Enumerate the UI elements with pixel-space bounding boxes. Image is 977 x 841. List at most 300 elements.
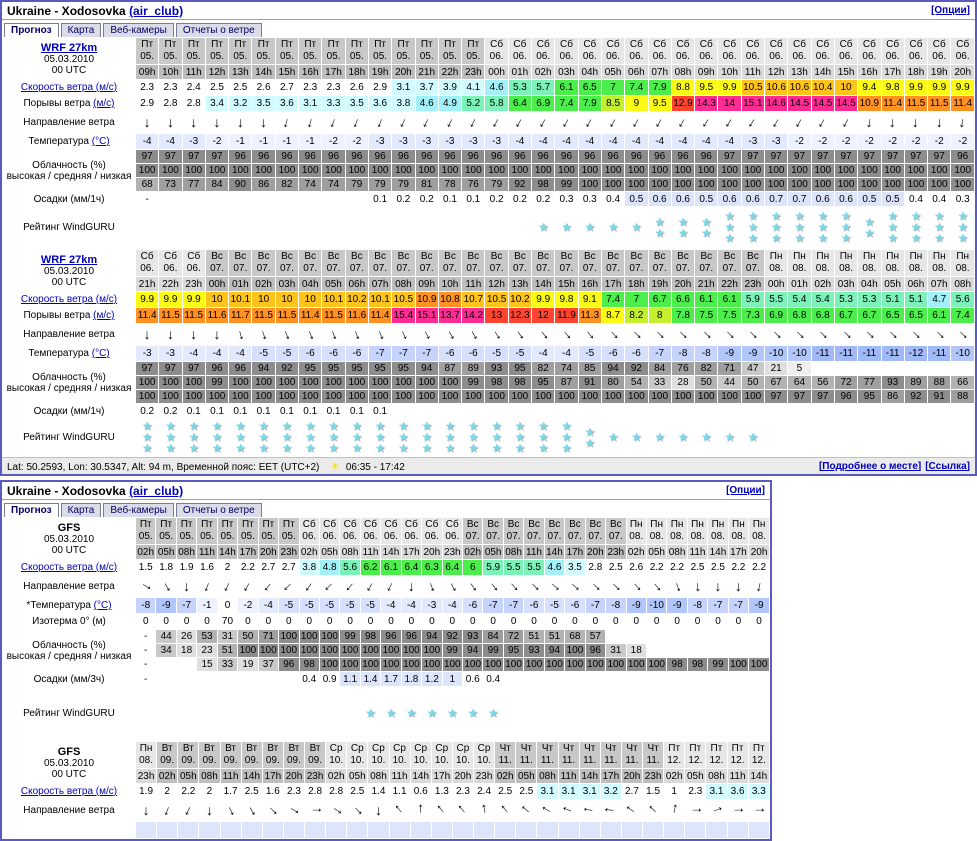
windguru-rating-cell	[322, 419, 344, 456]
wind-gust-cell: 6.9	[765, 308, 787, 323]
wind-gust-cell: 6.1	[928, 308, 950, 323]
cloud-cover-cell: 100	[321, 659, 338, 670]
cloud-cover-cell: 100	[322, 376, 344, 389]
cloud-cover-cell: 95	[504, 644, 523, 657]
hour-header-cell: 06h	[346, 277, 368, 291]
cloud-cover-cell: 96	[276, 150, 298, 163]
wind-speed-cell: 7.9	[649, 80, 671, 95]
row-label-link[interactable]: Скорость ветра (м/с)	[20, 786, 118, 797]
wind-direction-cell	[305, 800, 325, 821]
hour-header-cell: 05h	[517, 770, 535, 782]
forecast-cell	[411, 822, 431, 838]
temperature-cell: -11	[835, 346, 857, 361]
spot-club-link[interactable]: (air_club)	[129, 3, 184, 18]
wind-direction-arrow-icon: ↓	[566, 578, 584, 594]
windguru-rating-cell	[463, 687, 482, 740]
precipitation-cell: 1.4	[361, 672, 380, 686]
wind-speed-cell: 2.8	[326, 784, 346, 799]
temperature-cell: -7	[483, 598, 502, 613]
tab-webcams[interactable]: Веб-камеры	[103, 23, 174, 37]
precipitation-cell: 0.6	[718, 192, 740, 206]
precipitation-cell	[532, 404, 554, 418]
star-icon: ★	[724, 430, 735, 444]
wind-speed-cell: 2.5	[347, 784, 367, 799]
hour-header-cell: 04h	[299, 277, 321, 291]
cloud-cover-cell: 74	[322, 178, 344, 191]
precipitation-cell	[565, 672, 584, 686]
wind-direction-cell	[606, 576, 625, 597]
precipitation-cell: 0.2	[532, 192, 554, 206]
temperature-cell: -9	[156, 598, 175, 613]
star-icon: ★	[817, 220, 829, 234]
day-header-cell: Сб 06.	[742, 38, 764, 64]
cloud-cover-cell: 94	[252, 362, 274, 375]
temperature-cell: -4	[443, 598, 462, 613]
cloud-cover-cell: 99	[443, 644, 462, 657]
temp-row	[3, 598, 769, 613]
hour-header-cell: 15h	[276, 65, 298, 79]
wind-direction-arrow-icon: ↓	[581, 325, 598, 343]
wind-gust-cell: 8.7	[602, 308, 624, 323]
precipitation-cell	[708, 672, 727, 686]
wind-direction-arrow-icon: ↓	[721, 325, 738, 343]
wind-direction-arrow-icon: ↓	[285, 802, 303, 818]
wind-direction-arrow-icon: ↓	[582, 113, 597, 131]
wind-direction-cell	[643, 800, 663, 821]
wind-speed-cell: 2.7	[279, 560, 298, 575]
wind-direction-cell	[664, 800, 684, 821]
hour-header-cell: 20h	[285, 770, 303, 782]
wind-speed-cell: 10.4	[813, 82, 833, 93]
tab-map[interactable]: Карта	[61, 23, 102, 37]
wind-direction-arrow-icon: ↓	[699, 113, 714, 131]
temperature-cell: -12	[905, 346, 927, 361]
windguru-rating-cell	[299, 419, 321, 456]
precipitation-cell	[742, 404, 764, 418]
wind-direction-cell	[695, 324, 717, 345]
cloud-cover-cell: 100	[183, 376, 205, 389]
star-icon: ★	[491, 430, 502, 444]
wind-gust-cell: 9	[625, 96, 647, 111]
hour-header-cell: 11h	[462, 277, 484, 291]
model-run-utc: 00 UTC	[51, 544, 87, 556]
wind-direction-cell	[346, 112, 368, 133]
windguru-rating-cell	[136, 687, 155, 740]
hour-header-cell: 20h	[454, 770, 472, 782]
row-label-link[interactable]: Скорость ветра (м/с)	[20, 562, 118, 573]
row-label-link[interactable]: (°C)	[93, 600, 112, 611]
day-header-cell: Вс 07.	[695, 250, 717, 276]
star-icon: ★	[584, 435, 596, 450]
day-header-cell: Вт 09.	[263, 742, 283, 768]
isotherm-cell: 0	[142, 616, 149, 627]
spot-details-link[interactable]: [Подробнее о месте]	[818, 460, 922, 472]
day-header-cell: Вс 07.	[555, 250, 577, 276]
cloud-cover-cell: 100	[392, 164, 414, 177]
precipitation-cell: 0.1	[229, 404, 251, 418]
tab-forecast[interactable]: Прогноз	[4, 23, 59, 37]
tab-wind-reports[interactable]: Отчеты о ветре	[176, 23, 262, 37]
model-link[interactable]: WRF 27km	[40, 253, 98, 266]
wind-direction-arrow-icon: ↓	[374, 802, 382, 818]
windguru-rating-cell	[695, 419, 717, 456]
windguru-rating-cell	[627, 687, 646, 740]
title-bar	[2, 2, 975, 20]
hour-header-cell: 08h	[668, 546, 686, 558]
wind-direction-arrow-icon: ↓	[350, 325, 363, 343]
forecast-cell	[432, 822, 452, 838]
wind-direction-cell	[183, 324, 205, 345]
wind-direction-arrow-icon: ↓	[722, 113, 737, 131]
precipitation-cell	[951, 404, 974, 418]
star-icon: ★	[631, 430, 642, 444]
wind-direction-cell	[504, 576, 523, 597]
day-header-cell: Пн 08.	[858, 250, 880, 276]
temperature-cell: -11	[812, 346, 834, 361]
wind-speed-cell: 9.8	[555, 292, 577, 307]
star-icon: ★	[444, 441, 456, 455]
model-link[interactable]: WRF 27km	[40, 41, 98, 54]
wind-speed-cell: 10.9	[416, 294, 437, 305]
cloud-row	[3, 376, 974, 389]
isotherm-cell: 0	[694, 616, 701, 627]
star-icon: ★	[351, 419, 363, 433]
day-header-cell: Ср 10.	[326, 742, 346, 768]
temperature-cell: -2	[858, 134, 880, 149]
precipitation-cell	[586, 672, 605, 686]
tab-wind-reports[interactable]: Отчеты о ветре	[176, 503, 262, 517]
windguru-rating-cell	[159, 207, 181, 248]
precipitation-cell: 0.1	[322, 404, 344, 418]
windguru-rating-cell	[259, 687, 278, 740]
wind-direction-cell	[381, 576, 400, 597]
temperature-cell: -8	[606, 598, 625, 613]
wind-speed-cell: 10.1	[370, 294, 390, 305]
spot-club-link[interactable]: (air_club)	[129, 483, 184, 498]
wind-speed-cell: 6.3	[422, 560, 441, 575]
wind-direction-arrow-icon: ↓	[911, 113, 921, 131]
wind-gust-cell: 6.7	[858, 308, 880, 323]
star-icon: ★	[747, 209, 759, 223]
cloud-cover-cell: 100	[695, 390, 717, 403]
hour-header-cell: 12h	[485, 277, 507, 291]
wind-direction-cell	[229, 112, 251, 133]
wind-direction-arrow-icon: ↓	[327, 113, 340, 131]
temperature-cell: -4	[555, 134, 577, 149]
tab-forecast[interactable]: Прогноз	[4, 503, 59, 517]
star-icon: ★	[258, 430, 270, 444]
day-header-cell: Пн 08.	[647, 518, 666, 544]
day-header-cell: Пт 05.	[279, 518, 298, 544]
spot-url-link[interactable]: [Ссылка]	[925, 460, 970, 472]
wind-speed-cell: 10.5	[486, 294, 507, 305]
day-header-cell: Пн 08.	[729, 518, 748, 544]
windguru-rating-cell	[340, 687, 359, 740]
wind-direction-arrow-icon: ↓	[525, 577, 543, 595]
wind-speed-cell: 1.5	[643, 784, 663, 799]
wind-direction-arrow-icon: ↓	[791, 325, 808, 343]
cloud-cover-cell: 100	[555, 390, 577, 403]
cloud-cover-cell: 100	[439, 390, 461, 403]
wind-direction-arrow-icon: ↓	[479, 801, 489, 819]
precipitation-cell	[416, 404, 438, 418]
cloud-row	[3, 178, 974, 191]
wind-direction-arrow-icon: ↓	[623, 802, 641, 818]
windguru-rating-cell	[320, 687, 339, 740]
temperature-cell: -2	[951, 134, 974, 149]
cloud-cover-cell: 100	[206, 164, 228, 177]
wind-gust-cell: 7.4	[555, 96, 577, 111]
cloud-cover-cell: 100	[464, 659, 482, 670]
forecast-cell	[242, 822, 262, 838]
day-header-cell: Ср 10.	[347, 742, 367, 768]
cloud-cover-cell: 34	[156, 644, 175, 657]
wind-direction-cell	[928, 112, 950, 133]
temperature-cell: -2	[882, 134, 904, 149]
hour-header-cell: 02h	[252, 277, 274, 291]
star-icon: ★	[537, 430, 549, 444]
hour-header-cell: 02h	[665, 770, 683, 782]
temperature-cell: -4	[183, 346, 205, 361]
wind-direction-arrow-icon: ↓	[181, 801, 195, 819]
cloud-cover-cell: 99	[206, 376, 228, 389]
hour-header-cell: 23h	[644, 770, 662, 782]
wind-direction-cell	[347, 800, 367, 821]
wind-direction-arrow-icon: ↓	[342, 577, 358, 595]
windguru-rating-cell	[392, 207, 414, 248]
wind-direction-arrow-icon: ↓	[190, 114, 198, 130]
cloud-cover-cell: 73	[159, 178, 181, 191]
row-label	[3, 404, 135, 418]
cloud-cover-cell: 96	[672, 150, 694, 163]
wind-speed-cell: 4.7	[928, 292, 950, 307]
cloud-cover-cell: 51	[218, 644, 237, 657]
cloud-cover-cell: 26	[177, 630, 196, 643]
day-header-cell: Пт 05.	[299, 38, 321, 64]
forecast-cell	[199, 822, 219, 838]
row-label-link[interactable]: (м/с)	[93, 310, 115, 321]
wind-gust-cell: 15.1	[743, 98, 763, 109]
cloud-cover-cell: 84	[206, 178, 228, 191]
wind-direction-arrow-icon: ↓	[363, 577, 378, 595]
options-link[interactable]: [Опции]	[931, 5, 970, 16]
windguru-rating-cell	[218, 687, 237, 740]
day-header-cell: Вс 07.	[276, 250, 298, 276]
cloud-cover-cell: 96	[392, 150, 414, 163]
day-header-cell: Пт 05.	[206, 38, 228, 64]
windguru-rating-cell	[422, 687, 441, 740]
model-run-utc: 00 UTC	[51, 64, 87, 76]
cloud-cover-cell: 79	[346, 178, 368, 191]
row-label-link[interactable]: (°C)	[91, 348, 110, 359]
wind-direction-cell	[951, 112, 974, 133]
star-icon: ★	[398, 419, 409, 433]
row-label	[3, 598, 135, 613]
star-icon: ★	[561, 441, 572, 455]
row-label-link[interactable]: (м/с)	[93, 98, 115, 109]
day-header-cell: Сб 06.	[443, 518, 462, 544]
cloud-cover-cell: 100	[403, 645, 420, 656]
wind-direction-arrow-icon: ↓	[605, 325, 622, 343]
wind-direction-cell	[259, 576, 278, 597]
wind-gust-cell: 3.4	[206, 96, 228, 111]
wind-direction-cell	[453, 800, 473, 821]
precipitation-cell	[504, 672, 523, 686]
precipitation-cell	[625, 404, 647, 418]
wind-speed-cell: 10.2	[510, 294, 530, 305]
forecast-table	[2, 37, 975, 249]
cloud-cover-cell: 100	[509, 164, 531, 177]
cloud-cover-cell: 96	[586, 644, 605, 657]
cloud-cover-cell: 96	[485, 150, 507, 163]
wind-direction-arrow-icon: ↓	[433, 801, 450, 819]
temperature-cell: -3	[369, 134, 391, 149]
wind-speed-cell: 3.1	[392, 80, 414, 95]
temperature-cell: -4	[159, 134, 181, 149]
cloud-cover-cell: 100	[649, 178, 671, 191]
cloud-cover-cell: 100	[788, 164, 810, 177]
wind-direction-cell	[322, 324, 344, 345]
cloud-cover-cell: 96	[229, 150, 251, 163]
wind-row	[3, 80, 974, 95]
day-header-cell: Пт 05.	[392, 38, 414, 64]
cloud-cover-cell: 100	[951, 178, 974, 191]
windguru-rating-cell	[279, 687, 298, 740]
wind-direction-cell	[555, 112, 577, 133]
cloud-cover-cell: 95	[299, 362, 321, 375]
day-header-cell: Сб 06.	[381, 518, 400, 544]
day-header-cell: Вс 07.	[545, 518, 564, 544]
cloud-cover-cell: 96	[439, 150, 461, 163]
cloud-cover-cell: 92	[509, 178, 531, 191]
wind-speed-cell: 5.3	[835, 292, 857, 307]
wind-direction-arrow-icon: ↓	[224, 801, 238, 819]
hour-header-cell: 23h	[183, 277, 205, 291]
hour-header-cell: 23h	[607, 546, 625, 558]
day-header-cell: Вс 07.	[532, 250, 554, 276]
temperature-cell: -1	[252, 134, 274, 149]
cloud-cover-cell: 93	[524, 644, 543, 657]
row-label-link[interactable]: (°C)	[91, 136, 110, 147]
hour-header-cell: 23h	[137, 770, 155, 782]
wind-direction-arrow-icon: ↓	[814, 325, 831, 343]
row-label-link[interactable]: Скорость ветра (м/с)	[20, 294, 118, 305]
wind-direction-cell	[279, 576, 298, 597]
temperature-cell: -10	[647, 598, 666, 613]
hour-header-cell: 19h	[928, 65, 950, 79]
day-header-cell: Сб 06.	[485, 38, 507, 64]
wind-speed-cell: 9.9	[928, 80, 950, 95]
tab-map[interactable]: Карта	[61, 503, 102, 517]
tab-webcams[interactable]: Веб-камеры	[103, 503, 174, 517]
day-header-cell: Чт 11.	[495, 742, 515, 768]
cloud-cover-cell: 85	[579, 362, 601, 375]
cloud-cover-cell: 94	[602, 362, 624, 375]
hour-header-cell: 20h	[260, 546, 277, 558]
cloud-cover-cell: 100	[742, 390, 764, 403]
wind-speed-cell: 8.8	[672, 80, 694, 95]
hour-header-cell: 10h	[439, 277, 461, 291]
windguru-rating-cell	[177, 687, 196, 740]
wind-gust-cell: 3.6	[369, 96, 391, 111]
temperature-cell: -5	[340, 598, 359, 613]
temperature-cell: -2	[322, 134, 344, 149]
day-header-cell: Сб 06.	[649, 38, 671, 64]
forecast-cell	[664, 822, 684, 838]
cloud-cover-cell: 28	[672, 376, 694, 389]
hour-header-cell: 10h	[159, 65, 181, 79]
wind-direction-cell	[276, 324, 298, 345]
temperature-cell: -2	[346, 134, 368, 149]
windguru-rating-cell	[462, 419, 484, 456]
star-icon: ★	[957, 231, 969, 245]
cloud-cover-cell: 100	[136, 390, 158, 403]
wind-speed-cell: 5.1	[882, 292, 904, 307]
cloud-cover-cell: 100	[742, 164, 764, 177]
windguru-rating-cell	[625, 419, 647, 456]
row-label-link[interactable]: Скорость ветра (м/с)	[20, 82, 118, 93]
wind-speed-cell: 2	[157, 784, 177, 799]
wind-direction-arrow-icon: ↓	[443, 113, 457, 131]
temperature-cell: -3	[392, 134, 414, 149]
cloud-cover-cell: 100	[627, 659, 645, 670]
wind-row	[3, 784, 769, 799]
isotherm-cell: 0	[469, 616, 476, 627]
windguru-rating-cell	[136, 419, 158, 456]
footer-links	[815, 461, 970, 472]
cloud-cover-cell: 100	[788, 178, 810, 191]
wind-speed-cell: 10	[299, 292, 321, 307]
hour-header-cell: 18h	[625, 277, 647, 291]
wind-direction-arrow-icon: ↓	[137, 578, 155, 594]
wind-direction-cell	[159, 324, 181, 345]
wind-gust-cell: 11.7	[230, 310, 250, 321]
star-icon: ★	[817, 231, 829, 245]
temperature-cell: -11	[858, 346, 880, 361]
forecast-cell	[157, 822, 177, 838]
cloud-cover-cell: 100	[951, 164, 974, 177]
windguru-rating-cell	[672, 419, 694, 456]
hour-header-cell: 19h	[369, 65, 391, 79]
precipitation-cell	[524, 672, 543, 686]
cloud-cover-cell: 100	[858, 164, 880, 177]
star-icon: ★	[141, 430, 153, 444]
hour-header-cell: 14h	[812, 65, 834, 79]
cloud-cover-cell: 100	[718, 164, 740, 177]
star-icon: ★	[514, 441, 526, 455]
wind-direction-arrow-icon: ↓	[396, 325, 410, 343]
cloud-cover-cell: 96	[602, 150, 624, 163]
cloud-cover-cell: 84	[483, 630, 502, 643]
cloud-cover-cell: 89	[905, 376, 927, 389]
wind-direction-cell	[218, 576, 237, 597]
precipitation-cell: 0.3	[579, 192, 601, 206]
options-link[interactable]: [Опции]	[726, 485, 765, 496]
wind-row	[3, 292, 974, 307]
cloud-cover-cell: 99	[708, 658, 727, 671]
cloud-cover-cell: 100	[280, 645, 298, 656]
forecast-table	[2, 517, 770, 741]
star-icon: ★	[421, 441, 433, 455]
hour-header-cell: 05h	[484, 546, 502, 558]
isotherm-cell: 70	[221, 616, 234, 627]
precipitation-cell	[749, 672, 769, 686]
wind-gust-cell: 11.6	[207, 310, 227, 321]
wind-speed-cell: 3.8	[300, 560, 319, 575]
wind-direction-arrow-icon: ↓	[837, 325, 855, 343]
hour-header-cell: 11h	[742, 65, 764, 79]
wind-speed-cell: 3.9	[439, 80, 461, 95]
